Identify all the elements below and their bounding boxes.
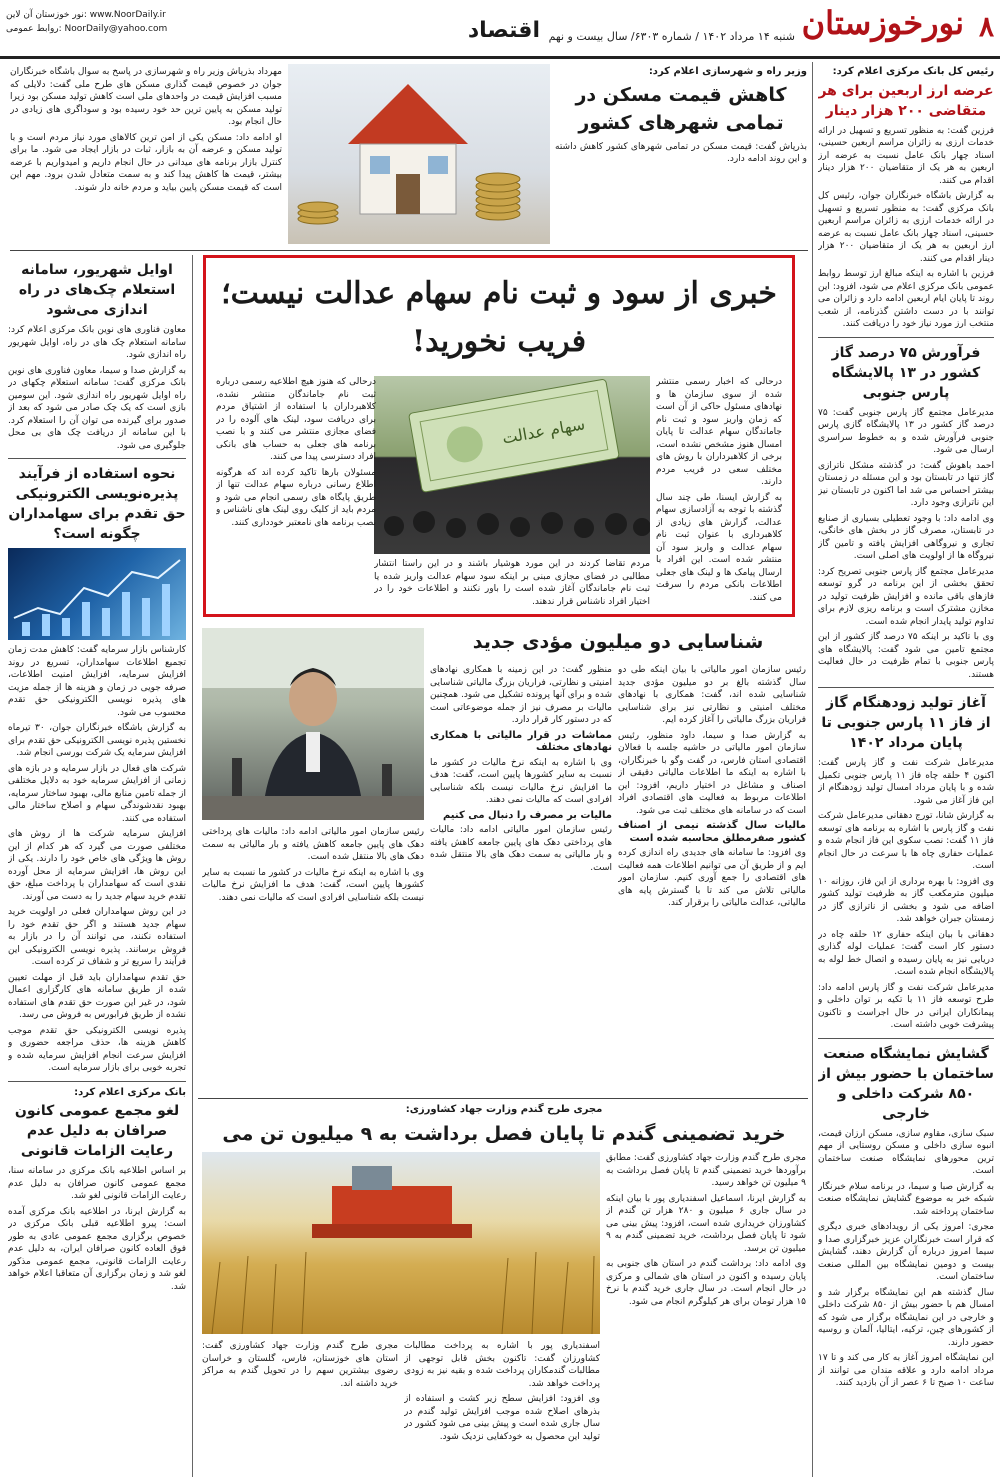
contact-email: روابط عمومی: NoorDaily@yahoo.com [6, 24, 168, 34]
article-kicker: رئیس کل بانک مرکزی اعلام کرد: [832, 66, 994, 77]
article-paragraph: مدیرعامل شرکت نفت و گاز پارس ادامه داد: طرح توسعه فاز ۱۱ با تکیه بر توان داخلی و پیمانکاران ایرانی در حال اجراست و تاکنون پیشرفت خوبی داشته است. [818, 982, 994, 1030]
article-title: نحوه استفاده از فرآیند پذیره‌نویسی الکترونیکی حق تقدم برای سهامداران چگونه است؟ [8, 466, 186, 542]
article-paragraph: به گزارش صدا و سیما، معاون فناوری های نوین بانک مرکزی گفت: سامانه استعلام چکهای در راه اوایل شهریور راه اندازی شود. این سومین بازی است که یک چک صادر می شود که بعد از صدور برای گیرنده می توان آن را استعلام کرد. با این سامانه از دریافت چک های بی محل جلوگیری می شود. [8, 365, 186, 451]
article-title: فرآورش ۷۵ درصد گاز کشور در ۱۳ پالایشگاه پارس جنوبی [831, 344, 981, 401]
article-paragraph: مهرداد بذرپاش وزیر راه و شهرسازی در پاسخ به سوال باشگاه خبرنگاران جوان در خصوص قیمت گذاری مسکن های طرح ملی گفت: دلایلی که مسبب افزایش قیمت در واحدهای ملی است کاهش تولید مسکن بود زیرا تولید مسکن به پایین ترین حد خود رسیده بود و سوداگری های زیادی در حال انجام بود. [10, 67, 282, 127]
speaker-figure-icon [202, 628, 424, 820]
article-paragraph: مجری طرح گندم وزارت جهاد کشاورزی گفت: استان های خوزستان، فارس، گلستان و خراسان رضوی بیشترین سهم را در تحویل گندم به مراکز خرید داشته اند. [202, 1341, 398, 1389]
feature-text-bottom [374, 558, 650, 612]
article-paragraph: اسفندیاری پور با اشاره به پرداخت مطالبات کشاورزان گفت: تاکنون بخش قابل توجهی از مطالبات گندمکاران پرداخت شده و بقیه نیز به زودی پرداخت خواهد شد. [404, 1341, 600, 1389]
left-column [8, 258, 186, 1476]
divider [818, 687, 994, 688]
article-paragraph: وی افزود: ما سامانه های جدیدی راه اندازی کرده ایم و از طریق آن می توانیم اطلاعات همه فعالیت های اقتصادی را جمع آوری کنیم. سازمان امور مالیاتی تلاش می کند تا با گسترش پایه های مالیاتی، عدالت مالیاتی را برقرار کند. [618, 848, 806, 908]
article-paragraph: به گزارش ایرنا، در اطلاعیه بانک مرکزی آمده است: پیرو اطلاعیه قبلی بانک مرکزی در خصوص برگزاری مجمع عمومی عادی به طور فوق العاده کانون صرافان ایران، به دلیل عدم رعایت الزامات قانونی، مجمع عمومی مذکور لغو شد و زمان برگزاری آن متعاقبا اعلام خواهد شد. [8, 1206, 186, 1292]
article-paragraph: درحالی که اخبار رسمی منتشر شده از سوی سازمان ها و نهادهای مسئول حاکی از آن است که زمان واریز سود و ثبت نام جاماندگان سهام عدالت تا پایان امسال هنوز مشخص نشده است، برخی از کلاهبرداران با روش های مختلف سعی در فریب مردم دارند. [656, 377, 782, 487]
wheat-story-kicker: مجری طرح گندم وزارت جهاد کشاورزی: [405, 1104, 603, 1115]
article-paragraph: رئیس سازمان امور مالیاتی ادامه داد: مالیات های پرداختی دهک های پایین جامعه کاهش یافته و بار مالیاتی به سمت دهک های بالا منتقل شده است. [202, 827, 424, 862]
subheading: مماشات در قرار مالیاتی با همکاری نهادهای مختلف [430, 729, 612, 753]
brand-logo: نورخوزستان [801, 4, 964, 42]
divider [8, 1081, 186, 1082]
article-paragraph: سبک سازی، مقاوم سازی، مسکن ارزان قیمت، انبوه سازی داخلی و مسکن روستایی از مهم ترین محورهای نمایشگاه صنعت ساختمان است. [818, 1128, 994, 1176]
masthead [0, 0, 1000, 59]
top-story [555, 66, 807, 246]
shares-money-photo [374, 376, 650, 554]
issue-date: شنبه ۱۴ مرداد ۱۴۰۲ / شماره ۶۳۰۳/ سال بیست و نهم [548, 30, 795, 43]
article-title: لغو مجمع عمومی کانون صرافان به دلیل عدم رعایت الزامات قانونی [14, 1103, 180, 1159]
banknote-label: سهام عدالت [500, 414, 587, 448]
article-paragraph: مردم تقاضا کردند در این مورد هوشیار باشند و در این راستا انتشار مطالبی در فضای مجازی مبنی بر اینکه سود سهام عدالت واریز شده یا ثبت نام جاماندگان آغاز شده است را باور نکنند و اطلاعات خود را در اختیار افراد ناشناس قرار ندهند. [374, 559, 650, 607]
article-paragraph: وی ادامه داد: با وجود تعطیلی بسیاری از صنایع در تابستان، مصرف گاز در بخش های خانگی، تجاری و نیروگاهی افزایش یافته و تامین گاز نیروگاه ها از اولویت های اصلی است. [818, 513, 994, 561]
feature-title: خبری از سود و ثبت نام سهام عدالت نیست؛ فریب نخورید! [221, 276, 777, 359]
article-paragraph: وی افزود: با بهره برداری از این فاز، روزانه ۱۰ میلیون مترمکعب گاز به ظرفیت تولید کشور اضافه می شود و بخشی از ناترازی گاز در زمستان جبران خواهد شد. [818, 876, 994, 924]
subheading: مالیات بر مصرف را دنبال می کنیم [442, 809, 612, 821]
article-paragraph: رئیس سازمان امور مالیاتی ادامه داد: مالیات های پرداختی دهک های پایین جامعه کاهش یافته و بار مالیاتی به سمت دهک های بالا منتقل شده است. [430, 825, 612, 873]
article-paragraph: معاون فناوری های نوین بانک مرکزی اعلام کرد: سامانه استعلام چک های در راه، اوایل شهریور راه اندازی شود. [8, 325, 186, 360]
article-paragraph: مجری طرح گندم وزارت جهاد کشاورزی گفت: مطابق برآوردها خرید تضمینی گندم تا پایان فصل برداشت به ۹ میلیون تن خواهد رسید. [606, 1153, 806, 1188]
tax-story-col1 [618, 664, 806, 1096]
chart-icon [8, 548, 186, 640]
article-paragraph: مجری: امروز یکی از رویدادهای خبری دیگری که قرار است خبرنگاران عزیز خبرگزاری صدا و سیما امروز درباره آن گزارش دهند، گشایش بیست و دومین نمایشگاه بین المللی صنعت ساختمان است. [818, 1222, 994, 1282]
article-kicker: وزیر راه و شهرسازی اعلام کرد: [648, 66, 807, 77]
column-divider [192, 255, 193, 1477]
article-kicker: بانک مرکزی اعلام کرد: [74, 1086, 186, 1098]
article-title: عرضه ارز اربعین برای هر متقاضی ۲۰۰ هزار دینار [818, 82, 994, 119]
house-coins-photo [288, 64, 550, 244]
article-paragraph: به گزارش باشگاه خبرنگاران جوان، رئیس کل بانک مرکزی گفت: به منظور تسریع و تسهیل در ارائه خدمات ارزی به زائران مراسم اربعین حسینی، اسناد چهار بانک عامل نسبت به عرضه ارز اربعین به هر یک از متقاضیان ۲۰۰ هزار دینار اقدام می کنند. [818, 191, 994, 264]
contact-website: نور خوزستان آن لاین: www.NoorDaily.ir [6, 10, 166, 20]
divider [8, 458, 186, 459]
article-paragraph: احمد باهوش گفت: در گذشته مشکل ناترازی گاز تنها در تابستان بود و این مسئله در زمستان بیشتر احساس می شد اما اکنون در تابستان نیز این ناترازی وجود دارد. [818, 460, 994, 508]
tax-story-col2 [430, 664, 612, 1096]
article-paragraph: به گزارش باشگاه خبرنگاران جوان، ۳۰ تیرماه نخستین پذیره نویسی الکترونیکی حق تقدم برای افزایش سرمایه یک شرکت بورسی انجام شد. [8, 723, 186, 758]
wheat-story-col1 [606, 1152, 806, 1476]
row-divider [198, 1098, 808, 1099]
article-title: آغاز تولید زودهنگام گاز از فاز ۱۱ پارس جنوبی تا پایان مرداد ۱۴۰۲ [821, 695, 991, 751]
article-paragraph: به گزارش صبا و سیما، در برنامه سلام خبرنگار شبکه خبر به موضوع گشایش نمایشگاه صنعت ساختمان پرداخته شد. [818, 1181, 994, 1217]
article-paragraph: در این روش سهامداران فعلی در اولویت خرید سهام جدید هستند و اگر حق تقدم خود را استفاده نکنند، می توانند آن را در بازار به فروش برسانند. پذیره نویسی الکترونیکی این فرآیند را سریع تر و شفاف تر کرده است. [8, 907, 186, 967]
article-paragraph: سال گذشته هم این نمایشگاه برگزار شد و امسال هم با حضور بیش از ۸۵۰ شرکت داخلی و خارجی در این نمایشگاه برگزار می شود که از کشورهای چین، ترکیه، ایتالیا، آلمان و روسیه حضور دارند. [818, 1287, 994, 1348]
article-paragraph: شرکت های فعال در بازار سرمایه و در بازه های زمانی از افزایش سرمایه خود به دلایل مختلفی از جمله تامین منابع مالی، بهبود ساختار سرمایه، بهبود نقدشوندگی سهام و اصلاح ساختار مالی استفاده می کنند. [8, 763, 186, 824]
article-title: گشایش نمایشگاه صنعت ساختمان با حضور بیش از ۸۵۰ شرکت داخلی و خارجی [818, 1045, 994, 1122]
tax-story-col3 [202, 826, 424, 1096]
feature-text-left [216, 376, 376, 610]
article-paragraph: کارشناس بازار سرمایه گفت: کاهش مدت زمان تجمیع اطلاعات سهامداران، تسریع در روند افزایش سرمایه، افزایش امنیت اطلاعات، صرفه جویی در زمان و هزینه ها از جمله مزیت های پذیره نویسی الکترونیکی حق تقدم محسوب می شود. [8, 645, 186, 718]
house-icon [288, 64, 550, 244]
harvester-icon [202, 1152, 600, 1334]
feature-text-right [656, 376, 782, 610]
article-paragraph: دهقانی با بیان اینکه حفاری ۱۲ حلقه چاه در دستور کار است گفت: عملیات لوله گذاری دریایی نیز به پایان رسیده و اتصال خط لوله به پالایشگاه انجام شده است. [818, 929, 994, 977]
wheat-story-col2 [404, 1340, 600, 1476]
article-paragraph: به گزارش صدا و سیما، داود منظور، رئیس سازمان امور مالیاتی در حاشیه جلسه با فعالان اقتصادی استان فارس، در گفت وگو با خبرنگاران، با اشاره به اینکه ما اطلاعات مالیاتی دقیقی از اصناف و مشاغل در اختیار داریم، افزود: این اطلاعات مربوط به فعالیت های اقتصادی افراد است که در سامانه های مختلف ثبت می شود. [618, 730, 806, 816]
row-divider [10, 250, 808, 251]
article-paragraph: رئیس سازمان امور مالیاتی با بیان اینکه طی دو سال گذشته بالغ بر دو میلیون مؤدی جدید شناسایی شده اند، گفت: همکاری با نهادهای مختلف امنیتی و نظارتی نیز برای شناسایی فراریان بزرگ مالیاتی را آغاز کرده ایم. [618, 665, 806, 725]
article-paragraph: فرزین گفت: به منظور تسریع و تسهیل در ارائه خدمات ارزی به زائران مراسم اربعین حسینی، اسناد چهار بانک عامل نسبت به عرضه ارز اربعین به هر یک از متقاضیان ۲۰۰ هزار دینار اقدام می کنند. [818, 125, 994, 186]
tax-story-title: شناسایی دو میلیون مؤدی جدید [472, 631, 764, 653]
wheat-story-col3 [202, 1340, 398, 1476]
wheat-field-photo [202, 1152, 600, 1334]
official-photo [202, 628, 424, 820]
feature-box [203, 255, 795, 617]
article-title: اوایل شهریور، سامانه استعلام چک‌های در راه اندازی می‌شود [18, 262, 176, 318]
article-paragraph: وی با اشاره به اینکه نرخ مالیات در کشور ما نسبت به سایر کشورها پایین است، گفت: هدف ما افزایش نرخ مالیات نیست بلکه شناسایی افرادی است که مالیات نمی دهند. [430, 757, 612, 805]
article-title: کاهش قیمت مسکن در تمامی شهرهای کشور [575, 83, 787, 134]
right-column [818, 66, 994, 1478]
divider [818, 1038, 994, 1039]
article-paragraph: مسئولان بارها تاکید کرده اند که هرگونه اطلاع رسانی درباره سهام عدالت تنها از طریق پایگاه های رسمی انجام می شود و مردم باید از کلیک روی لینک های ناشناس و نصب برنامه های نامعتبر خودداری کنند. [216, 467, 376, 528]
article-paragraph: وی با تاکید بر اینکه ۷۵ درصد گاز کشور از این مجتمع تامین می شود گفت: پالایشگاه های پارس جنوبی با تمام ظرفیت در حال فعالیت هستند. [818, 632, 994, 680]
section-title: اقتصاد [467, 18, 540, 43]
banknote-icon [374, 376, 650, 554]
article-paragraph: منظور گفت: در این زمینه با همکاری نهادهای امنیتی و نظارتی، فراریان بزرگ مالیاتی شناسایی شده و برای آنها پرونده تشکیل می شود. همچنین مالیات بر مصرف نیز از جمله موضوعاتی است که در دستور کار قرار دارد. [430, 665, 612, 725]
article-paragraph: بر اساس اطلاعیه بانک مرکزی در سامانه سنا، مجمع عمومی کانون صرافان به دلیل عدم رعایت الزامات قانونی لغو شد. [8, 1166, 186, 1201]
article-paragraph: درحالی که هنوز هیچ اطلاعیه رسمی درباره ثبت نام جاماندگان منتشر نشده، کلاهبرداران با استفاده از اشتیاق مردم برای دریافت سود، لینک های آلوده را در فضای مجازی منتشر می کنند و با نصب برنامه های جعلی به حساب های بانکی افراد دسترسی پیدا می کنند. [216, 377, 376, 462]
article-paragraph: مدیرعامل شرکت نفت و گاز پارس گفت: اکنون ۴ حلقه چاه فاز ۱۱ پارس جنوبی تکمیل شده و با پایان مرداد امسال تولید زودهنگام از این فاز آغاز می شود. [818, 758, 994, 806]
divider [818, 337, 994, 338]
article-paragraph: به گزارش ایسنا، طی چند سال گذشته با توجه به آزادسازی سهام عدالت، گزارش های زیادی از کلاهبرداری با عنوان ثبت نام سهام عدالت و واریز سود آن منتشر شده است. این افراد با ارسال پیامک ها و لینک های جعلی اطلاعات بانکی مردم را سرقت می کنند. [656, 492, 782, 603]
article-paragraph: حق تقدم سهامداران باید قبل از مهلت تعیین شده از طریق سامانه های کارگزاری اعمال شود، در غیر این صورت حق تقدم های استفاده نشده از طریق فرابورس به فروش می رسد. [8, 972, 186, 1020]
article-paragraph: مدیرعامل مجتمع گاز پارس جنوبی گفت: ۷۵ درصد گاز کشور در ۱۳ پالایشگاه گازی پارس جنوبی فرآورش شده و به خطوط سراسری ارسال می شود. [818, 407, 994, 455]
subheading: مالیات سال گذشته نیمی از اصناف کشور صفرمطلق محاسبه شده است [618, 820, 806, 844]
page-number: ۸ [978, 10, 994, 43]
column-divider [812, 62, 813, 1477]
top-story-continued [10, 66, 282, 246]
article-paragraph: پذیره نویسی الکترونیکی حق تقدم موجب کاهش هزینه ها، حذف مراجعه حضوری و افزایش سرعت انجام افزایش سرمایه شده و تجربه خوبی برای بازار سرمایه است. [8, 1025, 186, 1073]
article-paragraph: فرزین با اشاره به اینکه مبالغ ارز توسط روابط عمومی بانک مرکزی اعلام می شود، افزود: این روند تا پایان ایام اربعین ادامه دارد و زائران می توانند با در دست داشتن گذرنامه، از شعب منتخب ارز مورد نیاز خود را دریافت کنند. [818, 269, 994, 329]
article-paragraph: به گزارش ایرنا، اسماعیل اسفندیاری پور با بیان اینکه در سال جاری ۶ میلیون و ۲۸۰ هزار تن گندم از کشاورزان خریداری شده است، افزود: پیش بینی می شود تا پایان فصل برداشت، خرید تضمینی گندم به ۹ میلیون تن برسد. [606, 1193, 806, 1254]
wheat-story-title: خرید تضمینی گندم تا پایان فصل برداشت به ۹ میلیون تن می [222, 1123, 786, 1145]
article-paragraph: مدیرعامل مجتمع گاز پارس جنوبی تصریح کرد: تحقق بخشی از این برنامه در گرو توسعه فازهای باقی مانده و افزایش ظرفیت تولید در مخازن مشترک است و برنامه ریزی لازم برای تداوم تولید پایدار انجام شده است. [818, 566, 994, 627]
article-paragraph: افزایش سرمایه شرکت ها از روش های مختلفی صورت می گیرد که هر کدام از این روش ها ویژگی های خاص خود را دارند. یکی از این روش ها، افزایش سرمایه از محل آورده نقدی است که سهامداران با پرداخت مبلغ، حق تقدم خرید سهام جدید را به دست می آورند. [8, 829, 186, 902]
article-paragraph: بذرپاش گفت: قیمت مسکن در تمامی شهرهای کشور کاهش داشته و این روند ادامه دارد. [555, 141, 807, 164]
article-paragraph: وی با اشاره به اینکه نرخ مالیات در کشور ما نسبت به سایر کشورها پایین است، گفت: هدف ما افزایش نرخ مالیات نیست بلکه شناسایی افرادی است که مالیات نمی دهند. [202, 867, 424, 903]
article-paragraph: او ادامه داد: مسکن یکی از امن ترین کالاهای مورد نیاز مردم است و با تولید مسکن و عرضه آن به بازار، ثبات در بازار ایجاد می شود. ما برای کنترل بازار برنامه های میدانی در حال انجام داریم و امیدواریم با عرضه بیشتر، قیمت ها کاهش پیدا کند و به سمت متعادل شدن برود. مهم این است که قیمت مسکن پایین بیاید و مردم خانه دار شوند. [10, 132, 282, 193]
article-paragraph: به گزارش شانا، تورج دهقانی مدیرعامل شرکت نفت و گاز پارس با اشاره به برنامه های توسعه فاز ۱۱ گفت: نصب سکوی این فاز انجام شده و عملیات حفاری چاه ها با سرعت در حال انجام است. [818, 811, 994, 871]
article-paragraph: این نمایشگاه امروز آغاز به کار می کند و تا ۱۷ مرداد ادامه دارد و علاقه مندان می توانند از ساعت ۱۰ صبح تا ۶ عصر از آن بازدید کنند. [818, 1353, 994, 1388]
article-paragraph: وی ادامه داد: برداشت گندم در استان های جنوبی به پایان رسیده و اکنون در استان های شمالی و مرکزی در حال انجام است. در سال جاری خرید گندم با نرخ ۱۵ هزار تومان برای هر کیلوگرم انجام می شود. [606, 1259, 806, 1307]
stock-chart-photo [8, 548, 186, 640]
contact-info [6, 8, 167, 36]
article-paragraph: وی افزود: افزایش سطح زیر کشت و استفاده از بذرهای اصلاح شده موجب افزایش تولید گندم در سال جاری شده است و پیش بینی می شود کشور در تولید این محصول به خودکفایی نزدیک شود. [404, 1394, 600, 1442]
